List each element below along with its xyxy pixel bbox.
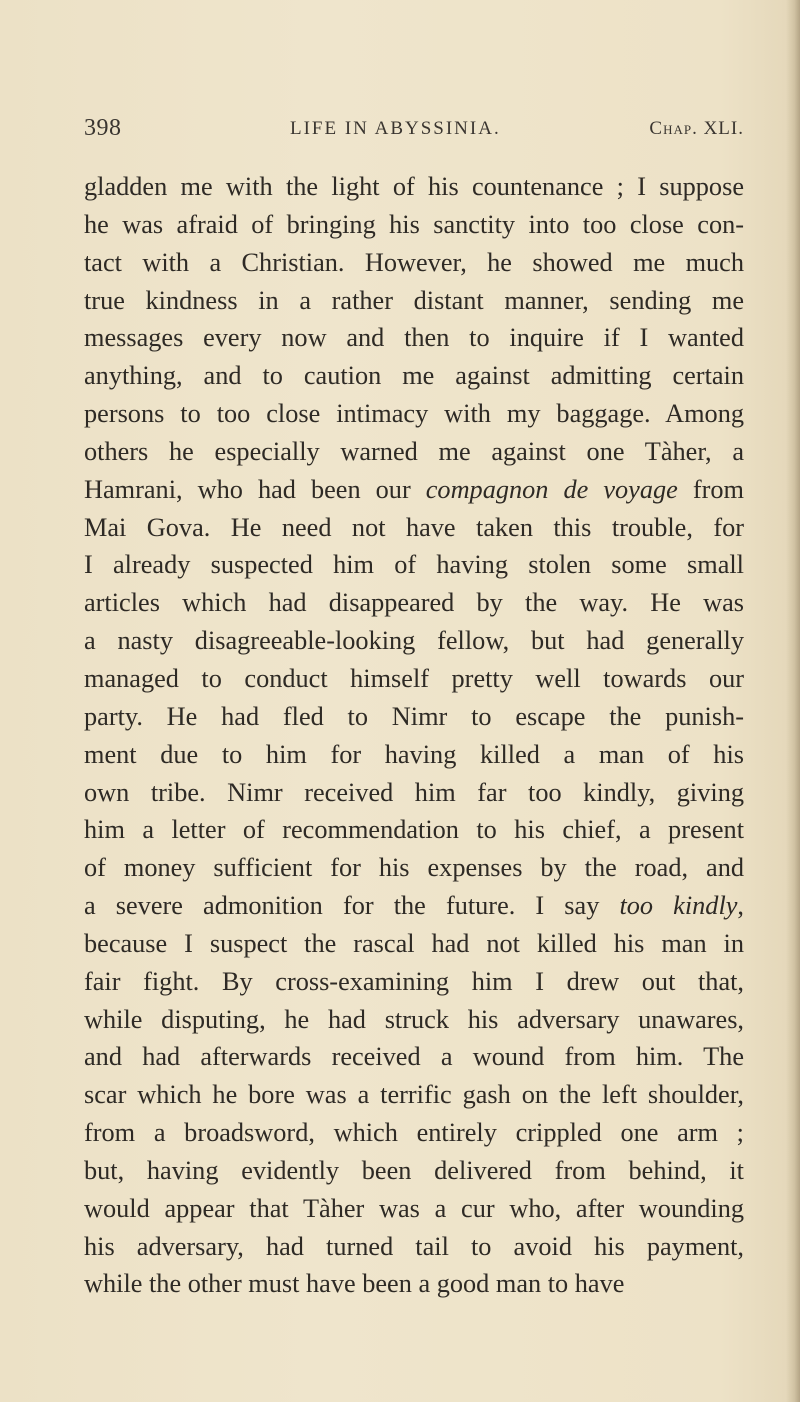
- text-line: managed to conduct himself pretty well towards our: [84, 663, 744, 693]
- running-header: [84, 115, 744, 147]
- text-line: I already suspected him of having stolen some small: [84, 550, 744, 580]
- text-line: true kindness in a rather distant manner, sending me: [84, 285, 744, 315]
- text-line: own tribe. Nimr received him far too kindly, giving: [84, 777, 744, 807]
- text-line: persons to too close intimacy with my baggage. Among: [84, 399, 744, 429]
- running-title: LIFE IN ABYSSINIA.: [290, 118, 501, 139]
- text-line: fair fight. By cross-examining him I drew out that,: [84, 966, 744, 996]
- text-line: ment due to him for having killed a man of his: [84, 739, 744, 769]
- text-line: articles which had disappeared by the way. He was: [84, 588, 744, 618]
- chapter-label: Chap. XLI.: [649, 118, 744, 139]
- text-line: others he especially warned me against one Tàher, a: [84, 436, 744, 466]
- text-line: Hamrani, who had been our compagnon de voyage from: [84, 474, 744, 504]
- text-line: a nasty disagreeable-looking fellow, but had generally: [84, 626, 744, 656]
- italic-phrase: too kindly: [619, 891, 738, 921]
- text-line: a severe admonition for the future. I say too kindly,: [84, 891, 744, 921]
- page-number: 398: [84, 115, 122, 141]
- text-line: him a letter of recommendation to his chief, a present: [84, 815, 744, 845]
- text-line: tact with a Christian. However, he showed me much: [84, 247, 744, 277]
- page-edge-shadow: [786, 0, 800, 1402]
- text-line: and had afterwards received a wound from him. The: [84, 1042, 744, 1072]
- text-line: his adversary, had turned tail to avoid his payment,: [84, 1231, 744, 1261]
- text-line: while disputing, he had struck his adversary unawares,: [84, 1004, 744, 1034]
- text-line: while the other must have been a good man to have: [84, 1269, 625, 1299]
- text-line: but, having evidently been delivered from behind, it: [84, 1155, 744, 1185]
- italic-phrase: compagnon de voyage: [425, 474, 678, 504]
- text-line: scar which he bore was a terrific gash on the left shoulder,: [84, 1080, 744, 1110]
- text-line: Mai Gova. He need not have taken this trouble, for: [84, 512, 744, 542]
- text-line: of money sufficient for his expenses by the road, and: [84, 853, 744, 883]
- text-line: party. He had fled to Nimr to escape the punish-: [84, 701, 744, 731]
- body-text: [84, 168, 744, 1303]
- text-line: anything, and to caution me against admitting certain: [84, 361, 744, 391]
- text-line: messages every now and then to inquire if I wanted: [84, 323, 744, 353]
- text-line: gladden me with the light of his countenance ; I suppose: [84, 172, 744, 201]
- text-line: he was afraid of bringing his sanctity into too close con-: [84, 209, 744, 239]
- text-line: because I suspect the rascal had not killed his man in: [84, 928, 744, 958]
- text-line: would appear that Tàher was a cur who, after wounding: [84, 1193, 744, 1223]
- text-line: from a broadsword, which entirely crippled one arm ;: [84, 1118, 744, 1148]
